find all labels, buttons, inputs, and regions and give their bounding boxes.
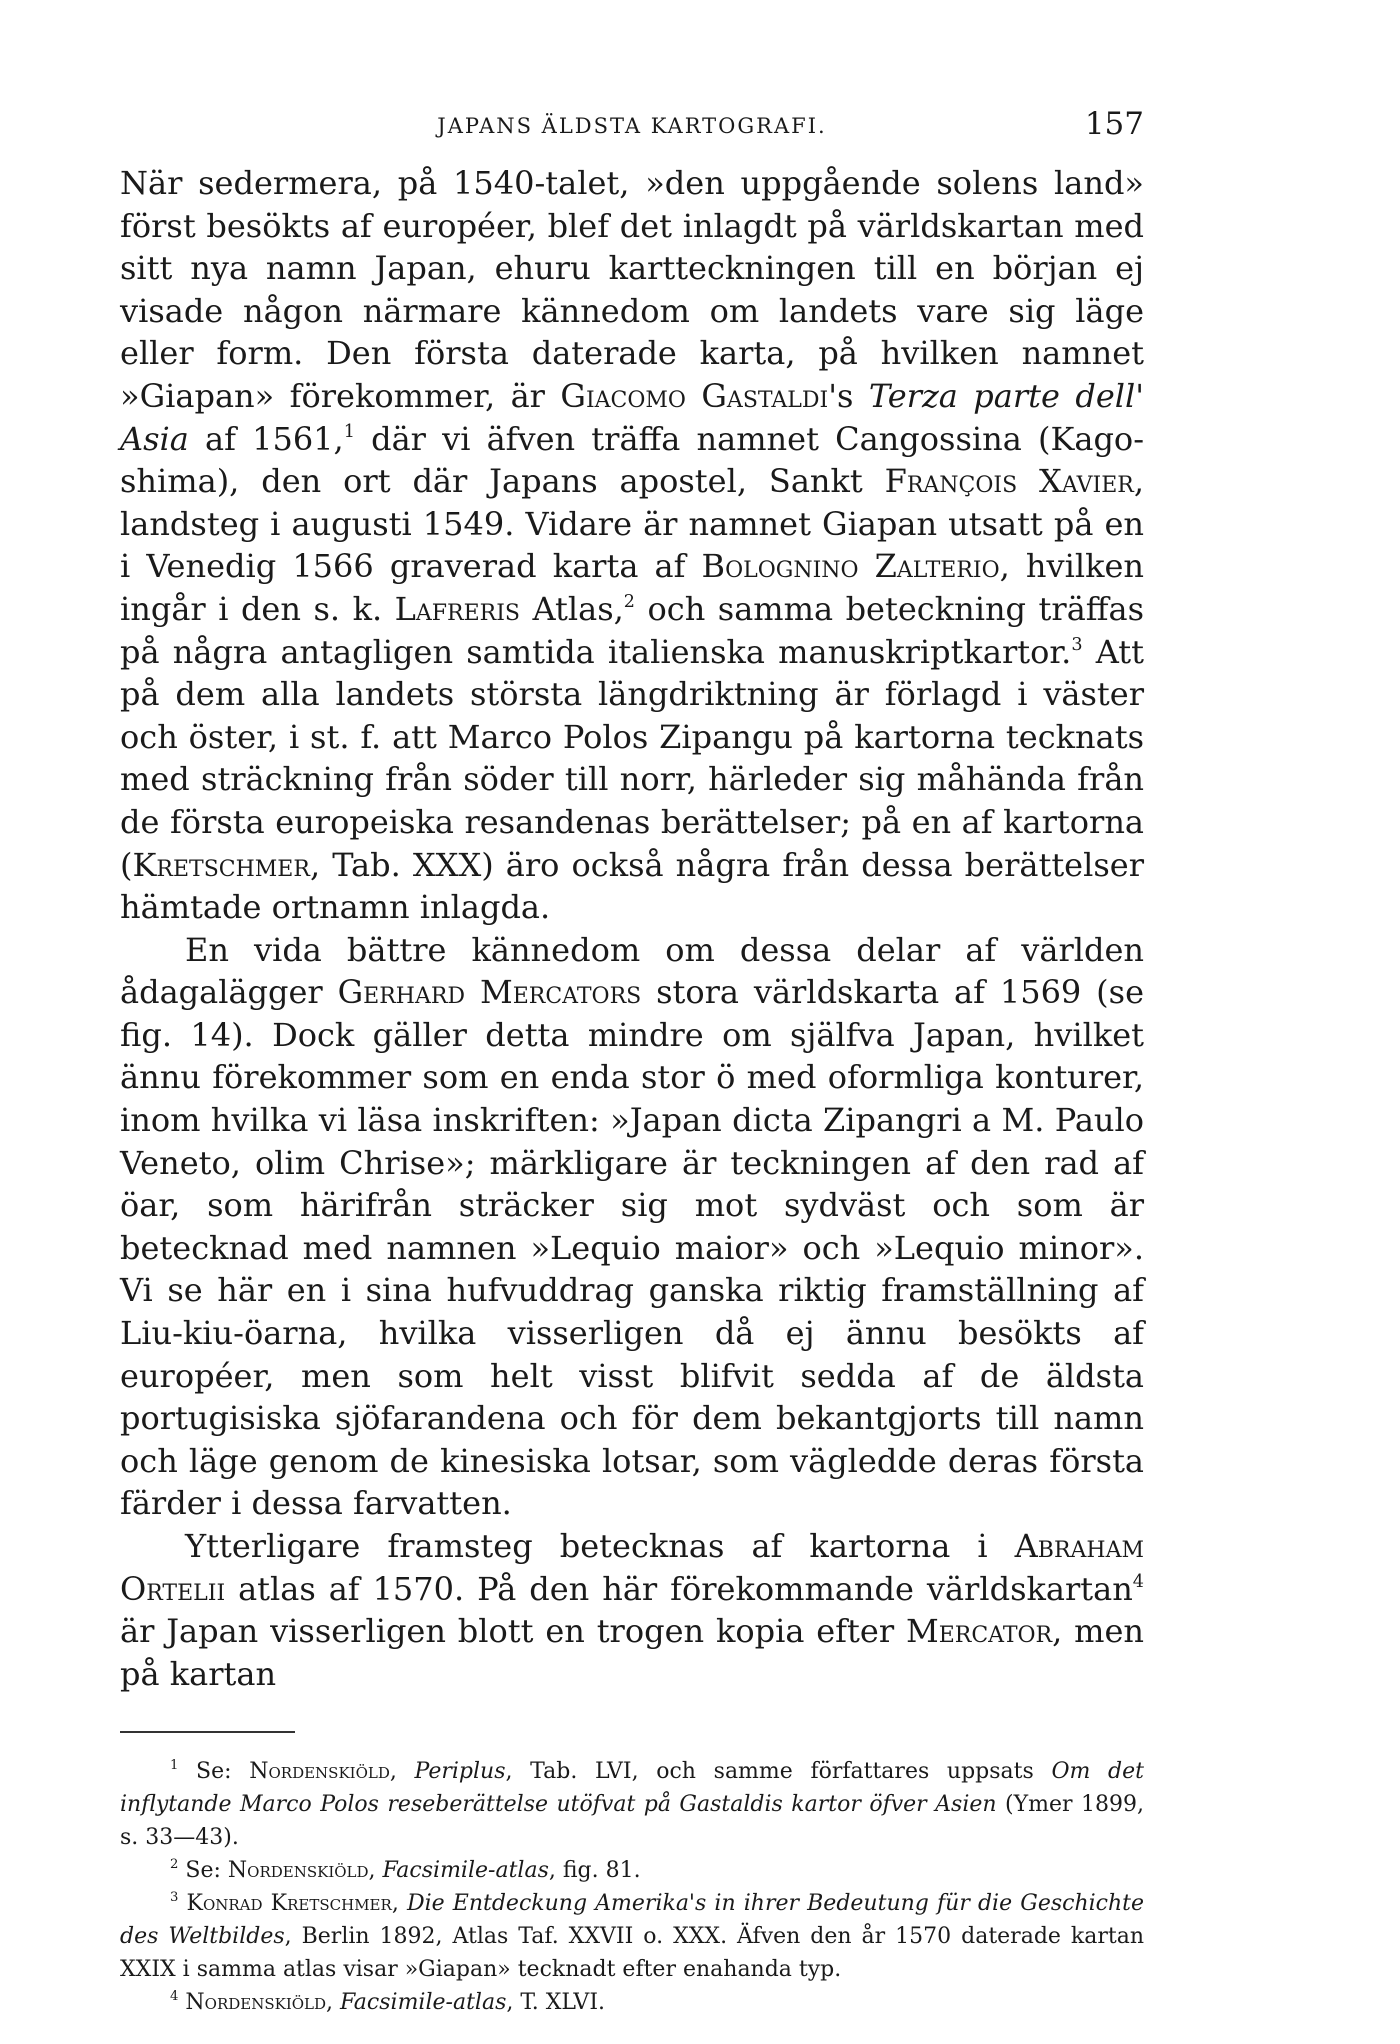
text-run: Ytterligare framsteg betecknas af kartorna i: [185, 1527, 1015, 1565]
footnote-ref: 3: [170, 1890, 179, 1906]
text-run: När sedermera, på 1540-talet, »den uppgående solens land» först besökts af européer, blef det inlagdt på världskartan med sitt nya namn Japan, ehuru kartteckningen till en början ej visade någon närmare kännedom om landets vare sig läge eller form. Den första daterade karta, på hvilken namnet »Giapan» förekommer, är: [120, 164, 1144, 415]
small-caps-name: Gerhard Mercators: [337, 973, 642, 1012]
italic-text: Facsimile-atlas: [382, 1858, 549, 1884]
text-run: stora världskarta af 1569 (se fig. 14). Dock gäller detta mindre om själfva Japan, hvilket ännu förekommer som en enda stor ö med oformliga konturer, inom hvilka vi läsa inskriften: »Japan dicta Zipangri a M. Paulo Veneto, olim Chrise»; märkligare är teckningen af den rad af öar, som härifrån sträcker sig mot sydväst och som är betecknad med namnen »Lequio maior» och »Lequio minor». Vi se här en i sina hufvuddrag ganska riktig framställning af Liu-kiu-öarna, hvilka visserligen då ej ännu besökts af européer, men som helt visst blifvit sedda af de äldsta portugisiska sjöfarandena och för dem bekantgjorts till namn och läge genom de kinesiska lotsar, som vägledde deras första färder i dessa farvatten.: [120, 973, 1145, 1523]
small-caps-name: Konrad Kretschmer: [186, 1891, 392, 1917]
footnote-divider: [120, 1731, 295, 1733]
footnote: [120, 1854, 1144, 1887]
text-run: af 1561,: [188, 419, 344, 458]
text-run: och samma beteckning träffas på några antagligen samtida italienska manuskriptkartor.: [120, 589, 1144, 671]
italic-text: Facsimile-atlas: [340, 1990, 507, 2016]
italic-text: Om det inflytande Marco Polos reseberättelse utöfvat på Gastaldis kartor öfver Asien: [120, 1759, 1144, 1818]
small-caps-name: Giacomo Gastaldi: [560, 376, 829, 415]
small-caps-name: Mercator: [905, 1612, 1053, 1651]
small-caps-name: Abraham Ortelii: [120, 1527, 1144, 1608]
text-run: , T. XLVI.: [506, 1990, 606, 2016]
text-run: ,: [391, 1891, 407, 1917]
text-run: ,: [389, 1759, 415, 1785]
text-run: Att på dem alla landets största längdriktning är förlagd i väster och öster, i st. f. att Marco Polos Zipangu på kartorna tecknats med sträckning från söder till norr, härleder sig måhända från de första europeiska resandenas berättelser; på en af kartorna (: [120, 632, 1145, 884]
small-caps-name: Kretschmer: [132, 845, 310, 884]
italic-text: Periplus: [414, 1759, 506, 1785]
text-run: , landsteg i augusti 1549. Vidare är namnet Giapan utsatt på en i Venedig 1566 graverad karta af: [120, 462, 1145, 586]
text-run: ,: [326, 1990, 341, 2016]
footnote-ref: 4: [170, 1989, 179, 2005]
text-run: 's: [828, 376, 869, 415]
footnote-ref: 3: [1071, 634, 1083, 655]
text-run: ,: [368, 1858, 383, 1884]
text-run: (Ymer 1899, s. 33—43).: [120, 1792, 1144, 1851]
paragraph: [120, 162, 1144, 929]
small-caps-name: Lafreris: [394, 589, 520, 628]
text-run: , Tab. XXX) äro också några från dessa berättelser hämtade ortnamn inlagda.: [120, 845, 1144, 927]
small-caps-name: Bolognino Zalterio: [701, 547, 1000, 586]
text-run: , fig. 81.: [548, 1858, 641, 1884]
text-run: Se:: [178, 1858, 228, 1884]
paragraph: [120, 929, 1144, 1525]
footnote-ref: 2: [170, 1857, 179, 1873]
text-run: , hvilken ingår i den s. k.: [120, 547, 1144, 628]
text-run: är Japan visserligen blott en trogen kopia efter: [120, 1612, 906, 1651]
book-page: [120, 96, 1144, 2019]
text-run: , Berlin 1892, Atlas Taf. XXVII o. XXX. Äfven den år 1570 daterade kartan XXIX i samma atlas visar »Giapan» tecknadt efter enahanda typ.: [120, 1924, 1144, 1983]
footnote: [120, 1986, 1144, 2019]
footnote-ref: 4: [1132, 1571, 1144, 1592]
paragraph: [120, 1525, 1144, 1695]
footnote-ref: 2: [623, 591, 635, 612]
footnote: [120, 1755, 1144, 1854]
footnote-ref: 1: [170, 1758, 179, 1774]
footnote-ref: 1: [343, 421, 355, 442]
footnote: [120, 1887, 1144, 1986]
running-title: JAPANS ÄLDSTA KARTOGRAFI.: [437, 114, 827, 138]
text-run: Se:: [178, 1759, 250, 1785]
text-run: , Tab. LVI, och samme författares uppsats: [505, 1759, 1052, 1785]
text-run: En vida bättre kännedom om dessa delar af världen ådagalägger: [120, 930, 1144, 1012]
text-run: atlas af 1570. På den här förekommande världskartan: [225, 1569, 1133, 1608]
footnotes: [120, 1755, 1144, 2019]
body-text: [120, 162, 1144, 1695]
text-run: Atlas,: [519, 589, 624, 628]
page-number: 157: [1084, 106, 1144, 142]
text-run: , men på kartan: [120, 1612, 1145, 1693]
small-caps-name: Nordenskiöld: [249, 1759, 390, 1785]
small-caps-name: Nordenskiöld: [185, 1990, 327, 2016]
text-run: [178, 1891, 186, 1916]
running-head: [120, 96, 1144, 156]
text-run: där vi äfven träffa namnet Cangossina (Kago-shima), den ort där Japans apostel, Sankt: [120, 419, 1145, 501]
italic-text: Die Entdeckung Amerika's in ihrer Bedeutung für die Geschichte des Weltbildes: [120, 1891, 1145, 1950]
small-caps-name: François Xavier: [884, 462, 1134, 501]
italic-text: Terza parte dell' Asia: [120, 376, 1145, 458]
small-caps-name: Nordenskiöld: [227, 1858, 369, 1884]
